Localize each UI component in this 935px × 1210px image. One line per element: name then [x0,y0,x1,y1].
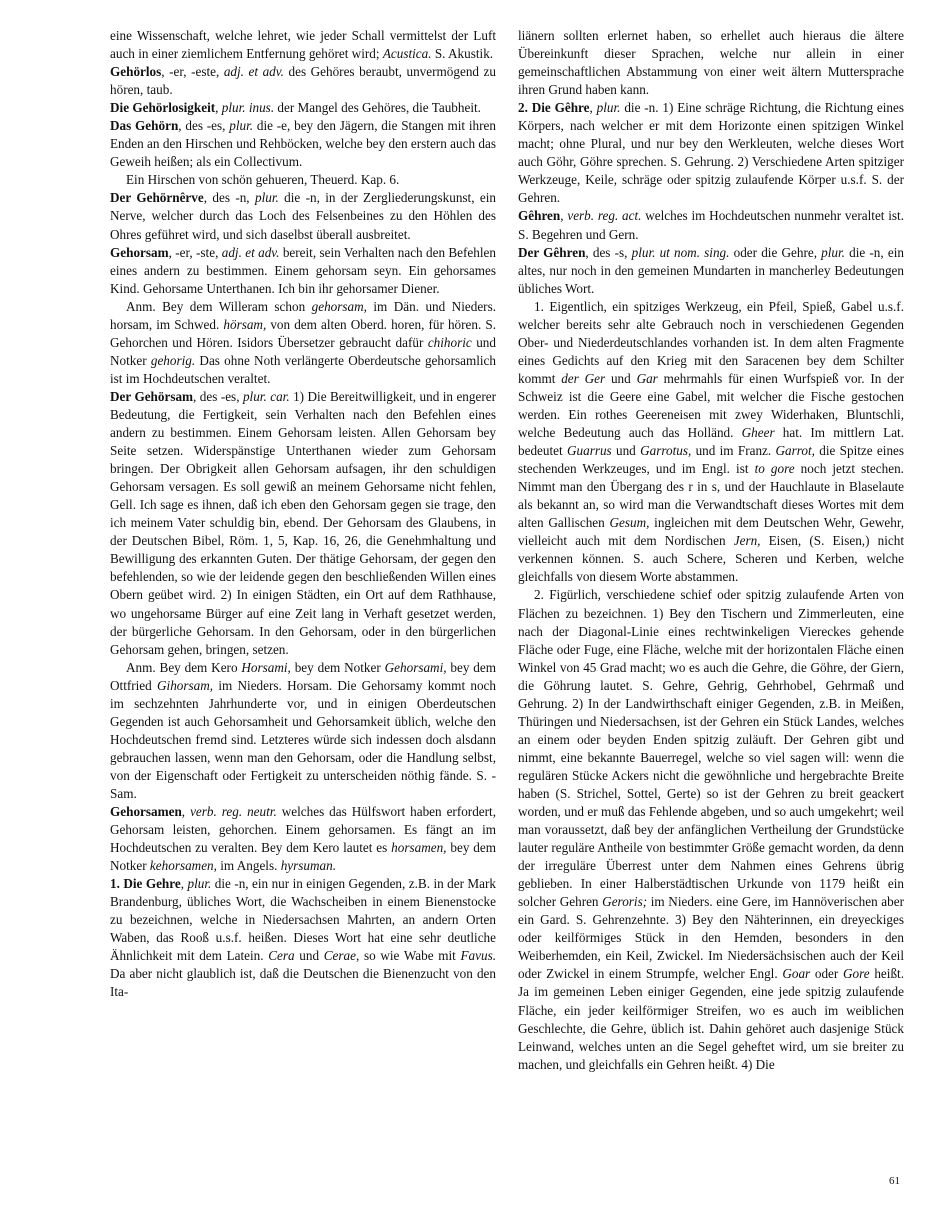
italic-term: gehorig. [150,352,196,368]
entry-paragraph [110,388,496,659]
entry-text: liänern sollten erlernet haben, so erhellet auch hieraus die ältere Übereinkunft dieser Sprachen, welche nur allein in einer gemeinschaftlichen Abstammung von einer weit ältern Muttersprache ihren Grund haben kann. [518,28,904,98]
entry-text: die -n, ein nur in einigen Gegenden, z.B. in der Mark Brandenburg, übliches Wort, die Wachscheiben in einem Bienenstocke zu bezeichnen, welche in Niedersachsen Mahrten, an andern Orten Waben, das Rooß u.s.f. heißen. Dieses Wort hat eine sehr deutliche Ähnlichkeit mit dem Latein. [110,876,496,964]
entry-text: 1. Eigentlich, ein spitziges Werkzeug, ein Pfeil, Spieß, Gabel u.s.f. welcher bereits sehr alte Gebrauch noch in verschiedenen Gegenden Ober- und Niederdeutschlandes vorhanden ist. In dem alten Fragmente eines Gedichts auf den Krieg mit den Saracenen bey dem Schilter kommt [518,298,904,386]
italic-term: Garrot, [775,443,815,459]
entry-text: heißt. Ja im gemeinen Leben einiger Gegenden, eine jede spitzig zulaufende Fläche, ein jeder keilförmiger Streifen, wo es auch im weiblichen Geschlechte, die Gehre, üblich ist. Dahin gehöret auch dasjenige Stück Leinwand, welches unten an die Segel geheftet wird, um sie breiter zu machen, und gleichfalls ein Gehren heißt. 4) Die [518,966,905,1072]
italic-term: verb. reg. act. [567,208,642,224]
entry-text: des Gehöres beraubt, unvermögend zu hören, taub. [110,64,496,98]
entry-text: Da aber nicht glaublich ist, daß die Deutschen die Bienenzucht von den Ita- [110,966,496,1000]
headword: 1. Die Gehre [110,876,181,892]
entry-text: und Notker [110,334,496,368]
headword: Das Gehörn [110,118,179,134]
italic-term: chihoric [427,334,472,350]
italic-term: plur. [821,244,845,260]
entry-paragraph [110,99,496,117]
entry-paragraph [110,875,496,1001]
italic-term: Gore [843,966,870,982]
italic-term: Gihorsam, [157,677,214,693]
entry-text: und im Franz. [691,443,776,459]
entry-paragraph [518,27,904,99]
italic-term: plur. inus. [221,100,275,116]
headword: Gehorsam [110,244,169,260]
entry-text: , [181,804,191,820]
italic-term: adj. et adv. [221,244,280,260]
entry-paragraph [110,117,496,171]
italic-term: Gehorsami, [384,659,447,675]
entry-paragraph [110,27,496,63]
headword: Gehorsamen [110,804,182,820]
entry-text: und [294,948,324,964]
entry-text: im Nieders. eine Gere, im Hannöverischen aber ein Gard. S. Gehrenzehnte. 3) Bey den Nähterinnen, ein dreyeckiges oder keilförmiges Stück in den Hemden, besonders in den Weiberhemden, ein Keil, Zwickel. Im Niedersächsischen auch der Keil oder Zwickel in einem Strumpfe, welcher Engl. [518,894,904,982]
italic-term: hyrsuman. [280,858,337,874]
entry-text: die -n, ein altes, nur noch in den gemeinen Mundarten in mancherley Bedeutungen übliches Wort. [518,244,904,296]
entry-text: die -e, bey den Jägern, die Stangen mit ihren Enden an den Hirschen und Rehböcken, welche bey den erstern auch das Geweih heißen; als ein Collectivum. [110,118,496,170]
entry-paragraph [110,244,496,298]
entry-text: , des -es, [178,118,230,134]
entry-text: 1) Die Bereitwilligkeit, und in engerer Bedeutung, die Fertigkeit, sein Verhalten nach den Befehlen eines andern zu bestimmen. Einem Gehorsam leisten. Allen Gehorsam bey Seite setzen. Widerspänstige Unterthanen wieder zum Gehorsam bringen. Der Obrigkeit allen Gehorsam aufsagen, ihr den schuldigen Gehorsam versagen. Es soll gewiß an meinem Gehorsame nicht fehlen, Gell. Ich sage es ihnen, daß ich eben den Gehorsam gegen sie trage, den ich meinem Vater schuldig bin, ebend. Der Gehorsam des Glaubens, in der Deutschen Bibel, Röm. 1, 5, Kap. 16, 26, die Genehmhaltung und Bewilligung des erkannten Guten. Der thätige Gehorsam, der gegen den befehlenden, so wie der leidende gegen den beschließenden Willen eines Obern geübet wird. 2) In einigen Städten, ein Ort auf dem Rathhause, wo ungehorsame Bürger auf eine Zeit lang in Verhaft gesetzet werden, der bürgerliche Gehorsam. In den Gehorsam, oder in den bürgerlichen Gehorsam gehen, bringen, setzen. [110,388,496,657]
italic-term: plur. [187,876,212,892]
entry-text: im Nieders. Horsam. Die Gehorsamy kommt noch im sechzehnten Jahrhunderte vor, und in einigen Oberdeutschen Gegenden ist auch Gehorsamheit und Gehorsamkeit üblich, welche den Hochdeutschen fremd sind. Letzteres würde sich indessen doch alsdann gebrauchen lassen, wenn man den Gehorsam, oder die Handlung selbst, von der Eigenschaft oder Fertigkeit zu unterscheiden nöthig fände. S. -Sam. [110,677,496,801]
entry-text: Ein Hirschen von schön gehueren, Theuerd. Kap. 6. [126,172,400,188]
italic-term: gehorsam, [311,298,367,314]
italic-term: Gheer [741,425,775,441]
entry-text: 2. Figürlich, verschiedene schief oder spitzig zulaufende Arten von Flächen zu bezeichnen. 1) Bey den Tischern und Zimmerleuten, eine nach der Diagonal-Linie eines rechtwinkeligen Viereckes gehende Fläche oder Fuge, eine Fläche, welche mit der horizontalen Fläche einen Winkel von 45 Grad macht; wo es auch die Gehre, die Göhre, der Giern, die Göhrung lautet. S. Gehre, Gehrig, Gehrhobel, Gehrmaß und Gehrung. 2) In der Landwirthschaft einiger Gegenden, z.B. in Meißen, Thüringen und Niedersachsen, ist der Gehren ein Stück Landes, welches an einem oder beyden Enden spitzig zuläuft. Der Gehren gibt und nimmt, eine bekannte Bauerregel, welche so viel sagen will: wenn die regulären Stücke Ackers nicht die gewöhnliche und hergebrachte Breite haben (S. Strichel, Sottel, Gerte) so ist der Gehren zu breit geackert worden, und er muß das Fehlende abgeben, und so auch umgekehrt; weil man voraussetzt, daß bey der anfänglichen Vertheilung der Grundstücke lauter reguläre Antheile von bestimmter Größe gemacht worden, da denn der irreguläre Überrest unter dem Nahmen eines Gehrens übrig geblieben. In einer Halberstädtischen Urkunde von 1179 heißt ein solcher Gehren [518,587,904,910]
entry-text: , [560,208,568,224]
entry-text: , [589,100,597,116]
right-column [518,27,904,1074]
headword: 2. Die Gêhre [518,100,590,116]
italic-term: Jern, [733,533,761,549]
page-number: 61 [889,1175,900,1187]
italic-term: hörsam, [223,316,267,332]
italic-term: plur. [596,100,621,116]
entry-paragraph [518,586,904,1073]
entry-text: bey dem Notker [290,659,385,675]
entry-paragraph [110,803,496,875]
italic-term: Cerae, [323,948,360,964]
italic-term: plur. [229,118,254,134]
entry-paragraph [110,189,496,243]
italic-term: plur. ut nom. sing. [631,244,730,260]
entry-paragraph [518,99,904,207]
italic-term: horsamen, [391,840,447,856]
entry-text: hat. Im mittlern Lat. bedeutet [518,425,905,459]
entry-text: bereit, sein Verhalten nach den Befehlen eines andern zu bestimmen. Einem gehorsam seyn. Ein gehorsames Kind. Gehorsame Unterthanen. Ich bin ihr gehorsamer Diener. [110,244,496,296]
italic-term: Goar [782,966,811,982]
entry-text: eine Wissenschaft, welche lehret, wie jeder Schall vermittelst der Luft auch in einer ziemlichem Entfernung gehöret wird; [110,28,496,62]
entry-text: Eisen, (S. Eisen,) nicht verkennen können. S. auch Schere, Scheren und Kerben, welche gleichfalls von diesem Worte abstammen. [518,533,904,585]
entry-text: ingleichen mit dem Deutschen Wehr, Gewehr, vielleicht auch mit dem Nordischen [518,515,904,549]
entry-text: bey dem Notker [110,840,496,874]
headword: Gêhren [518,208,561,224]
entry-text: im Angels. [216,858,281,874]
italic-term: adj. et adv. [223,64,284,80]
italic-term: Favus. [460,948,497,964]
entry-paragraph [518,244,904,298]
entry-text: Anm. Bey dem Kero [126,659,242,675]
headword: Der Gêhren [518,244,586,260]
headword: Der Gehörnêrve [110,190,204,206]
entry-paragraph [110,171,496,189]
italic-term: Geroris; [602,894,648,910]
entry-text: , [180,876,188,892]
italic-term: verb. reg. neutr. [190,804,277,820]
italic-term: Horsami, [241,659,291,675]
entry-paragraph [110,659,496,803]
entry-text: , des -es, [193,388,243,404]
entry-text: , [215,100,222,116]
entry-text: die Spitze eines stechenden Werkzeuges, und im Engl. ist [518,443,905,477]
entry-text: Anm. Bey dem Willeram schon [126,298,312,314]
entry-text: der Mangel des Gehöres, die Taubheit. [274,100,481,116]
entry-text: , des -s, [585,244,632,260]
italic-term: Cera [268,948,295,964]
entry-text: im Dän. und Nieders. horsam, im Schwed. [110,298,496,332]
entry-text: und [611,443,641,459]
italic-term: Guarrus [566,443,612,459]
entry-text: , -er, -ste, [168,244,222,260]
italic-term: Acustica. [382,46,432,62]
entry-text: welches das Hülfswort haben erfordert, Gehorsam leisten, gehorchen. Einem gehorsamen. Es fängt an im Hochdeutschen zu veralten. Bey dem Kero lautet es [110,804,496,856]
headword: Der Gehörsam [110,388,194,404]
italic-term: der Ger [561,370,606,386]
italic-term: plur. car. [242,388,290,404]
entry-text: und [605,370,637,386]
entry-text: bey dem Ottfried [110,659,496,693]
headword: Gehörlos [110,64,162,80]
italic-term: kehorsamen, [149,858,217,874]
entry-text: so wie Wabe mit [359,948,461,964]
italic-term: Gesum, [609,515,650,531]
entry-paragraph [518,207,904,243]
entry-text: oder die Gehre, [729,244,822,260]
entry-text: oder [810,966,844,982]
entry-text: Das ohne Noth verlängerte Oberdeutsche gehorsamlich ist im Hochdeutschen veraltet. [110,352,496,386]
italic-term: to gore [754,461,795,477]
entry-text: , -er, -este, [161,64,224,80]
entry-text: die -n, in der Zergliederungskunst, ein Nerve, welcher durch das Loch des Felsenbeines zu den Höhlen des Ohres geführet wird, und sich daselbst überall ausbreitet. [110,190,496,242]
italic-term: Garrotus, [640,443,692,459]
entry-paragraph [110,63,496,99]
italic-term: Gar [636,370,658,386]
entry-paragraph [518,298,904,587]
entry-text: welches im Hochdeutschen nunmehr veraltet ist. S. Begehren und Gern. [518,208,904,242]
entry-text: , des -n, [203,190,255,206]
entry-paragraph [110,298,496,388]
entry-text: S. Akustik. [431,46,494,62]
headword: Die Gehörlosigkeit [110,100,216,116]
entry-text: noch jetzt stechen. Nimmt man den Übergang des r in s, und der Hauchlaute in Blaselaute als bekannt an, so wird man die Verwandtschaft dieses Wortes mit dem alten Gallischen [518,461,904,531]
italic-term: plur. [254,190,279,206]
entry-text: die -n. 1) Eine schräge Richtung, die Richtung eines Körpers, nach welcher er mit dem Horizonte einen spitzigen Winkel macht; ohne Plural, und nur bey den Werkleuten, welche dieses Wort auch Göhr, Göhre sprechen. S. Gehrung. 2) Verschiedene Arten spitziger Werkzeuge, Keile, schräge oder spitzig zulaufende Körper u.s.f. S. der Gehren. [518,100,904,206]
entry-text: mehrmahls für einen Wurfspieß vor. In der Schweiz ist die Geere eine Gabel, mit welcher die Fische gestochen werden. Ein rothes Geereneisen mit zwey Widerhaken, Bluntschli, welche Bedeutung auch das Holländ. [518,370,904,441]
entry-text: von dem alten Oberd. horen, für hören. S. Gehorchen und Hören. Isidors Übersetzer gebraucht dafür [110,316,496,350]
left-column [110,27,496,1002]
